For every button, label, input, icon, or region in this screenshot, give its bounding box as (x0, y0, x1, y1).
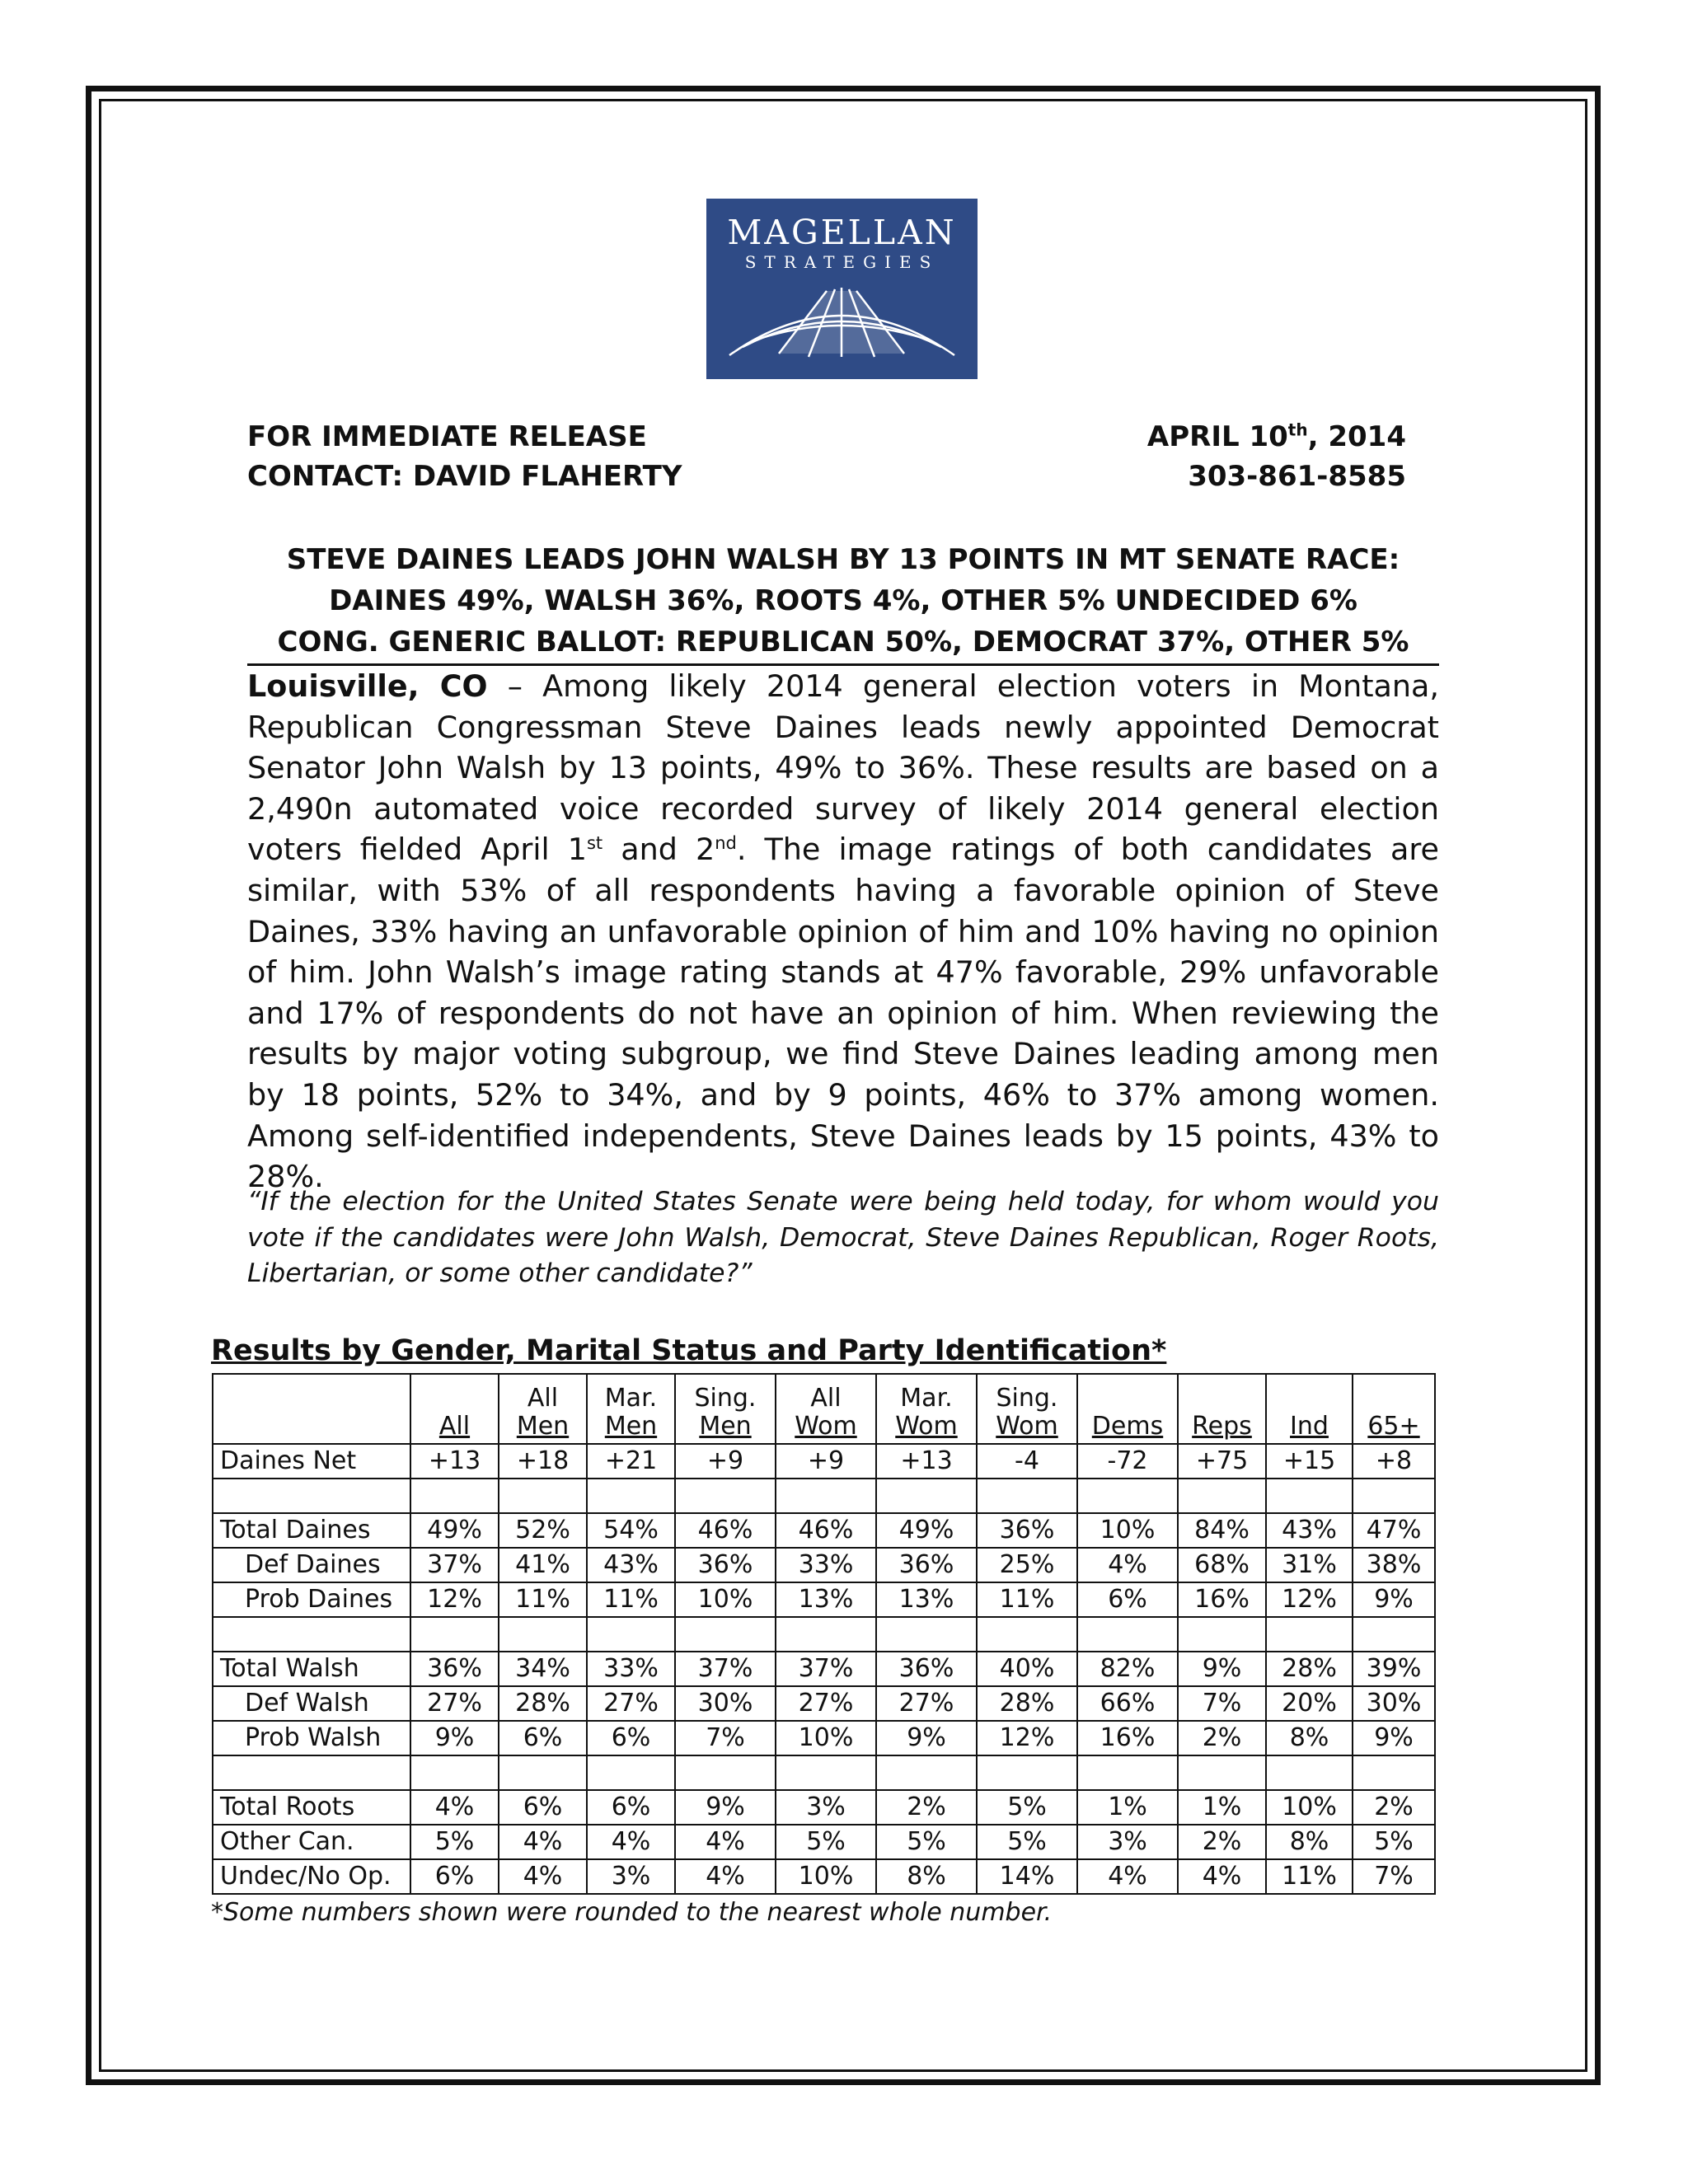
empty-cell (1077, 1755, 1178, 1790)
table-cell: 6% (499, 1721, 587, 1755)
col-header: All (410, 1374, 499, 1444)
table-cell: 1% (1178, 1790, 1266, 1825)
table-cell: 34% (499, 1652, 587, 1686)
table-cell: 7% (1178, 1686, 1266, 1721)
table-cell: 2% (1178, 1825, 1266, 1859)
table-cell: 4% (675, 1859, 776, 1894)
row-label: Prob Daines (213, 1582, 410, 1617)
table-cell: 7% (1353, 1859, 1435, 1894)
table-cell: 36% (876, 1652, 977, 1686)
row-label: Total Roots (213, 1790, 410, 1825)
empty-cell (410, 1479, 499, 1513)
table-cell: 5% (1353, 1825, 1435, 1859)
table-cell: 2% (876, 1790, 977, 1825)
table-cell: 9% (675, 1790, 776, 1825)
col-header: All Wom (776, 1374, 876, 1444)
table-cell: 10% (1266, 1790, 1353, 1825)
table-cell: 11% (1266, 1859, 1353, 1894)
contact-phone: 303-861-8585 (1188, 460, 1406, 493)
table-cell: 6% (1077, 1582, 1178, 1617)
table-cell: 12% (410, 1582, 499, 1617)
table-row (213, 1825, 1435, 1859)
table-row (213, 1444, 1435, 1479)
table-cell: 4% (499, 1859, 587, 1894)
empty-cell (776, 1617, 876, 1652)
table-cell: 49% (410, 1513, 499, 1548)
table-row (213, 1652, 1435, 1686)
table-cell: 6% (499, 1790, 587, 1825)
table-cell: 36% (876, 1548, 977, 1582)
table-cell: +15 (1266, 1444, 1353, 1479)
empty-cell (1077, 1479, 1178, 1513)
table-cell: 4% (1178, 1859, 1266, 1894)
table-row (213, 1859, 1435, 1894)
table-cell: 6% (410, 1859, 499, 1894)
table-cell: 6% (587, 1790, 675, 1825)
row-label: Def Walsh (213, 1686, 410, 1721)
results-table (212, 1373, 1436, 1895)
table-cell: 36% (977, 1513, 1077, 1548)
empty-cell (1266, 1755, 1353, 1790)
table-cell: 47% (1353, 1513, 1435, 1548)
table-cell: +75 (1178, 1444, 1266, 1479)
empty-cell (776, 1755, 876, 1790)
col-header: Sing. Wom (977, 1374, 1077, 1444)
empty-cell (410, 1755, 499, 1790)
table-cell: 4% (675, 1825, 776, 1859)
table-cell: 46% (675, 1513, 776, 1548)
table-cell: 5% (977, 1790, 1077, 1825)
table-cell: 28% (977, 1686, 1077, 1721)
table-cell: 10% (1077, 1513, 1178, 1548)
empty-cell (587, 1617, 675, 1652)
table-cell: 16% (1077, 1721, 1178, 1755)
table-cell: 49% (876, 1513, 977, 1548)
empty-cell (587, 1479, 675, 1513)
table-cell: 11% (977, 1582, 1077, 1617)
table-cell: 31% (1266, 1548, 1353, 1582)
table-cell: 11% (587, 1582, 675, 1617)
headline-line2: DAINES 49%, WALSH 36%, ROOTS 4%, OTHER 5% UNDECIDED 6% (329, 584, 1357, 617)
empty-cell (1178, 1755, 1266, 1790)
table-cell: 9% (1178, 1652, 1266, 1686)
empty-cell (1266, 1479, 1353, 1513)
table-row (213, 1548, 1435, 1582)
table-row (213, 1582, 1435, 1617)
empty-cell (587, 1755, 675, 1790)
empty-cell (213, 1617, 410, 1652)
table-cell: -72 (1077, 1444, 1178, 1479)
table-cell: 27% (876, 1686, 977, 1721)
table-cell: 5% (876, 1825, 977, 1859)
empty-cell (1178, 1617, 1266, 1652)
table-spacer-row (213, 1617, 1435, 1652)
table-spacer-row (213, 1755, 1435, 1790)
empty-cell (876, 1617, 977, 1652)
table-cell: 66% (1077, 1686, 1178, 1721)
table-cell: 5% (977, 1825, 1077, 1859)
table-cell: 10% (776, 1721, 876, 1755)
table-cell: 27% (776, 1686, 876, 1721)
table-cell: 68% (1178, 1548, 1266, 1582)
table-cell: 30% (675, 1686, 776, 1721)
row-label: Other Can. (213, 1825, 410, 1859)
empty-cell (776, 1479, 876, 1513)
table-row (213, 1513, 1435, 1548)
table-header-row (213, 1374, 1435, 1444)
row-label: Prob Walsh (213, 1721, 410, 1755)
empty-cell (1353, 1479, 1435, 1513)
magellan-logo (706, 199, 978, 379)
table-cell: 28% (1266, 1652, 1353, 1686)
survey-question: “If the election for the United States Senate were being held today, for whom would you vote if the candidates were John Walsh, Democrat, Steve Daines Republican, Roger Roots, Libertarian, or some other candidate?” (247, 1187, 1439, 1288)
table-cell: 25% (977, 1548, 1077, 1582)
table-cell: 8% (876, 1859, 977, 1894)
globe-arc-icon (726, 284, 958, 359)
table-cell: 36% (410, 1652, 499, 1686)
col-header: Mar. Wom (876, 1374, 977, 1444)
body-paragraph: Louisville, CO – Among likely 2014 general election voters in Montana, Republican Congressman Steve Daines leads newly appointed Democrat Senator John Walsh by 13 points, 49% to 36%. These results are based on a 2,490n automated voice recorded survey of likely 2014 general election voters fielded April 1st and 2nd. The image ratings of both candidates are similar, with 53% of all respondents having a favorable opinion of Steve Daines, 33% having an unfavorable opinion of him and 10% having no opinion of him. John Walsh’s image rating stands at 47% favorable, 29% unfavorable and 17% of respondents do not have an opinion of him. When reviewing the results by major voting subgroup, we find Steve Daines leading among men by 18 points, 52% to 34%, and by 9 points, 46% to 37% among women. Among self-identified independents, Steve Daines leads by 15 points, 43% to 28%. (247, 668, 1439, 1195)
table-cell: 43% (1266, 1513, 1353, 1548)
table-cell: 40% (977, 1652, 1077, 1686)
table-cell: 3% (776, 1790, 876, 1825)
table-cell: 20% (1266, 1686, 1353, 1721)
table-cell: 28% (499, 1686, 587, 1721)
table-cell: 11% (499, 1582, 587, 1617)
table-cell: 33% (587, 1652, 675, 1686)
table-cell: 54% (587, 1513, 675, 1548)
table-cell: 9% (410, 1721, 499, 1755)
row-label: Def Daines (213, 1548, 410, 1582)
dateline: Louisville, CO (247, 668, 488, 704)
table-cell: 5% (776, 1825, 876, 1859)
col-header: 65+ (1353, 1374, 1435, 1444)
contact-label: CONTACT: DAVID FLAHERTY (247, 460, 682, 493)
table-cell: 41% (499, 1548, 587, 1582)
table-cell: 4% (587, 1825, 675, 1859)
row-label: Total Walsh (213, 1652, 410, 1686)
table-cell: 46% (776, 1513, 876, 1548)
table-cell: 37% (776, 1652, 876, 1686)
table-cell: 12% (1266, 1582, 1353, 1617)
table-cell: 27% (587, 1686, 675, 1721)
release-label: FOR IMMEDIATE RELEASE (247, 420, 647, 453)
table-cell: 43% (587, 1548, 675, 1582)
table-cell: 3% (587, 1859, 675, 1894)
table-cell: 1% (1077, 1790, 1178, 1825)
table-cell: 2% (1353, 1790, 1435, 1825)
table-cell: 7% (675, 1721, 776, 1755)
table-cell: +13 (410, 1444, 499, 1479)
table-cell: 3% (1077, 1825, 1178, 1859)
table-cell: 10% (675, 1582, 776, 1617)
empty-cell (1353, 1617, 1435, 1652)
col-header: Ind (1266, 1374, 1353, 1444)
table-cell: 13% (876, 1582, 977, 1617)
table-spacer-row (213, 1479, 1435, 1513)
table-corner (213, 1374, 410, 1444)
table-cell: 4% (1077, 1548, 1178, 1582)
empty-cell (499, 1755, 587, 1790)
empty-cell (977, 1617, 1077, 1652)
table-cell: 9% (876, 1721, 977, 1755)
col-header: Reps (1178, 1374, 1266, 1444)
table-cell: +9 (675, 1444, 776, 1479)
empty-cell (410, 1617, 499, 1652)
table-cell: 82% (1077, 1652, 1178, 1686)
table-cell: 39% (1353, 1652, 1435, 1686)
table-cell: 27% (410, 1686, 499, 1721)
empty-cell (675, 1617, 776, 1652)
headline-line1: STEVE DAINES LEADS JOHN WALSH BY 13 POINTS IN MT SENATE RACE: (286, 543, 1400, 576)
table-cell: +13 (876, 1444, 977, 1479)
empty-cell (876, 1755, 977, 1790)
empty-cell (1077, 1617, 1178, 1652)
table-cell: 8% (1266, 1825, 1353, 1859)
col-header: Dems (1077, 1374, 1178, 1444)
table-footnote: *Some numbers shown were rounded to the nearest whole number. (211, 1898, 1053, 1927)
table-cell: 13% (776, 1582, 876, 1617)
table-cell: 2% (1178, 1721, 1266, 1755)
table-cell: 4% (1077, 1859, 1178, 1894)
release-date: APRIL 10th, 2014 (1146, 419, 1406, 453)
table-cell: 9% (1353, 1721, 1435, 1755)
table-cell: 33% (776, 1548, 876, 1582)
headline-line3: CONG. GENERIC BALLOT: REPUBLICAN 50%, DEMOCRAT 37%, OTHER 5% (277, 626, 1409, 658)
empty-cell (1266, 1617, 1353, 1652)
table-cell: 38% (1353, 1548, 1435, 1582)
table-cell: 5% (410, 1825, 499, 1859)
table-cell: 84% (1178, 1513, 1266, 1548)
empty-cell (1353, 1755, 1435, 1790)
table-cell: +9 (776, 1444, 876, 1479)
empty-cell (1178, 1479, 1266, 1513)
table-cell: +21 (587, 1444, 675, 1479)
table-cell: 14% (977, 1859, 1077, 1894)
col-header: Sing. Men (675, 1374, 776, 1444)
table-cell: -4 (977, 1444, 1077, 1479)
table-cell: 4% (410, 1790, 499, 1825)
empty-cell (675, 1479, 776, 1513)
row-label: Undec/No Op. (213, 1859, 410, 1894)
table-cell: +18 (499, 1444, 587, 1479)
table-cell: 8% (1266, 1721, 1353, 1755)
table-cell: 4% (499, 1825, 587, 1859)
empty-cell (499, 1617, 587, 1652)
logo-line2: STRATEGIES (744, 252, 940, 272)
table-cell: 37% (410, 1548, 499, 1582)
table-cell: 9% (1353, 1582, 1435, 1617)
table-cell: 30% (1353, 1686, 1435, 1721)
table-cell: 6% (587, 1721, 675, 1755)
table-cell: 16% (1178, 1582, 1266, 1617)
table-row (213, 1686, 1435, 1721)
col-header: All Men (499, 1374, 587, 1444)
col-header: Mar. Men (587, 1374, 675, 1444)
logo-line1: MAGELLAN (727, 213, 957, 252)
empty-cell (213, 1755, 410, 1790)
table-row (213, 1721, 1435, 1755)
empty-cell (876, 1479, 977, 1513)
empty-cell (675, 1755, 776, 1790)
row-label: Daines Net (213, 1444, 410, 1479)
empty-cell (977, 1479, 1077, 1513)
empty-cell (499, 1479, 587, 1513)
table-cell: 52% (499, 1513, 587, 1548)
table-title: Results by Gender, Marital Status and Party Identification* (211, 1334, 1167, 1367)
empty-cell (213, 1479, 410, 1513)
row-label: Total Daines (213, 1513, 410, 1548)
empty-cell (977, 1755, 1077, 1790)
table-row (213, 1790, 1435, 1825)
table-cell: 10% (776, 1859, 876, 1894)
table-cell: +8 (1353, 1444, 1435, 1479)
table-cell: 12% (977, 1721, 1077, 1755)
table-cell: 37% (675, 1652, 776, 1686)
table-cell: 36% (675, 1548, 776, 1582)
